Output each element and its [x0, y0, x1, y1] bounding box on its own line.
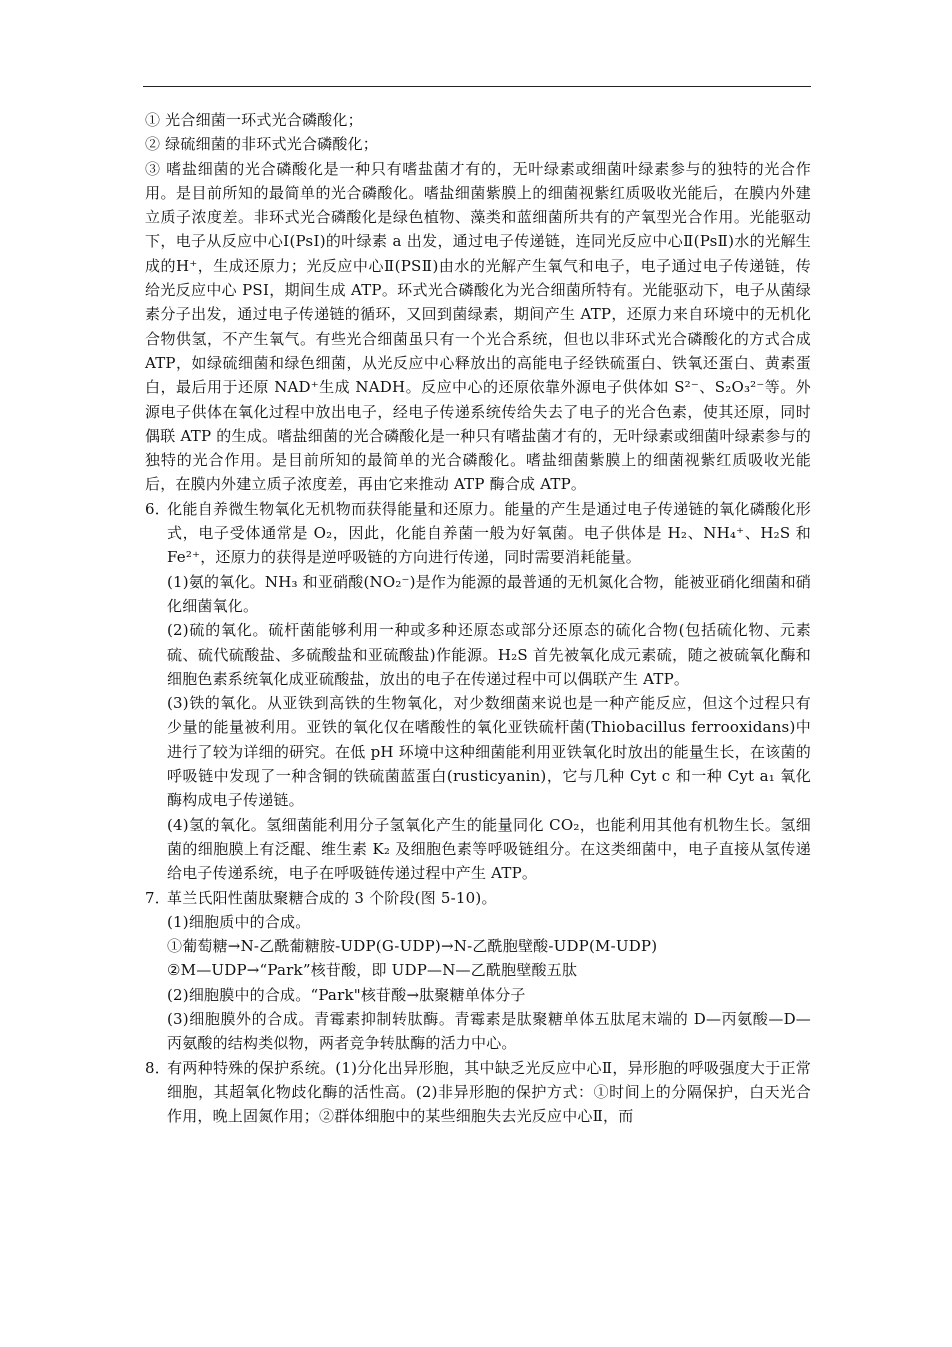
header-rule	[143, 86, 811, 87]
question-8	[145, 1056, 811, 1129]
question-7-line-2: ①葡萄糖→N-乙酰葡糖胺-UDP(G-UDP)→N-乙酰胞壁酸-UDP(M-UDP)	[167, 937, 658, 956]
question-7-intro: 革兰氏阳性菌肽聚糖合成的 3 个阶段(图 5-10)。	[167, 888, 497, 907]
item-2: ② 绿硫细菌的非环式光合磷酸化；	[145, 135, 378, 154]
question-6-part-1: (1)氨的氧化。NH₃ 和亚硝酸(NO₂⁻)是作为能源的最普通的无机氮化合物，能被亚硝化细菌和硝化细菌氧化。	[167, 572, 811, 615]
question-6	[145, 497, 811, 886]
question-6-part-3: (3)铁的氧化。从亚铁到高铁的生物氧化，对少数细菌来说也是一种产能反应，但这个过程只有少量的能量被利用。亚铁的氧化仅在嗜酸性的氧化亚铁硫杆菌(Thiobacillus ferrooxidans)中进行了较为详细的研究。在低 pH 环境中这种细菌能利用亚铁氧化时放出的能量生长，在该菌的呼吸链中发现了一种含铜的铁硫菌蓝蛋白(rusticyanin)，它与几种 Cyt c 和一种 Cyt a₁ 氧化酶构成电子传递链。	[167, 694, 811, 810]
item-1: ① 光合细菌一环式光合磷酸化；	[145, 111, 363, 129]
question-7-line-3: ②M—UDP→“Park”核苷酸，即 UDP—N—乙酰胞壁酸五肽	[167, 961, 578, 980]
question-7	[145, 886, 811, 1056]
question-6-number: 6．	[145, 499, 170, 518]
question-6-part-4: (4)氢的氧化。氢细菌能利用分子氢氧化产生的能量同化 CO₂，也能利用其他有机物生长。氢细菌的细胞膜上有泛醌、维生素 K₂ 及细胞色素等呼吸链组分。在这类细菌中，电子直接从氢传递给电子传递系统，电子在呼吸链传递过程中产生 ATP。	[167, 815, 811, 883]
question-7-line-5: (3)细胞膜外的合成。青霉素抑制转肽酶。青霉素是肽聚糖单体五肽尾末端的 D—丙氨酸—D—丙氨酸的结构类似物，两者竞争转肽酶的活力中心。	[167, 1009, 811, 1053]
item-3-paragraph: ③ 嗜盐细菌的光合磷酸化是一种只有嗜盐菌才有的，无叶绿素或细菌叶绿素参与的独特的光合作用。是目前所知的最简单的光合磷酸化。嗜盐细菌紫膜上的细菌视紫红质吸收光能后，在膜内外建立质子浓度差。非环式光合磷酸化是绿色植物、藻类和蓝细菌所共有的产氧型光合作用。光能驱动下，电子从反应中心Ⅰ(PsⅠ)的叶绿素 a 出发，通过电子传递链，连同光反应中心Ⅱ(PsⅡ)水的光解生成的H⁺，生成还原力；光反应中心Ⅱ(PSⅡ)由水的光解产生氧气和电子，电子通过电子传递链，传给光反应中心 PSⅠ，期间生成 ATP。环式光合磷酸化为光合细菌所特有。光能驱动下，电子从菌绿素分子出发，通过电子传递链的循环，又回到菌绿素，期间产生 ATP，还原力来自环境中的无机化合物供氢，不产生氧气。有些光合细菌虽只有一个光合系统，但也以非环式光合磷酸化的方式合成 ATP，如绿硫细菌和绿色细菌，从光反应中心释放出的高能电子经铁硫蛋白、铁氧还蛋白、黄素蛋白，最后用于还原 NAD⁺生成 NADH。反应中心的还原依靠外源电子供体如 S²⁻、S₂O₃²⁻等。外源电子供体在氧化过程中放出电子，经电子传递系统传给失去了电子的光合色素，使其还原，同时偶联 ATP 的生成。嗜盐细菌的光合磷酸化是一种只有嗜盐菌才有的，无叶绿素或细菌叶绿素参与的独特的光合作用。是目前所知的最简单的光合磷酸化。嗜盐细菌紫膜上的细菌视紫红质吸收光能后，在膜内外建立质子浓度差，再由它来推动 ATP 酶合成 ATP。	[145, 159, 811, 494]
question-7-line-4: (2)细胞膜中的合成。“Park"核苷酸→肽聚糖单体分子	[167, 985, 526, 1004]
document-body	[145, 108, 811, 1128]
question-7-line-1: (1)细胞质中的合成。	[167, 912, 311, 931]
question-6-part-2: (2)硫的氧化。硫杆菌能够利用一种或多种还原态或部分还原态的硫化合物(包括硫化物、元素硫、硫代硫酸盐、多硫酸盐和亚硫酸盐)作能源。H₂S 首先被氧化成元素硫，随之被硫氧化酶和细胞色素系统氧化成亚硫酸盐，放出的电子在传递过程中可以偶联产生 ATP。	[167, 621, 811, 688]
question-6-intro: 化能自养微生物氧化无机物而获得能量和还原力。能量的产生是通过电子传递链的氧化磷酸化形式，电子受体通常是 O₂，因此，化能自养菌一般为好氧菌。电子供体是 H₂、NH₄⁺、H₂S 和 Fe²⁺，还原力的获得是逆呼吸链的方向进行传递，同时需要消耗能量。	[167, 499, 811, 567]
question-8-number: 8．	[145, 1058, 170, 1077]
question-7-number: 7．	[145, 888, 170, 907]
question-8-text: 有两种特殊的保护系统。(1)分化出异形胞，其中缺乏光反应中心Ⅱ，异形胞的呼吸强度大于正常细胞，其超氧化物歧化酶的活性高。(2)非异形胞的保护方式：①时间上的分隔保护，白天光合作用，晚上固氮作用；②群体细胞中的某些细胞失去光反应中心Ⅱ，而	[167, 1058, 811, 1126]
